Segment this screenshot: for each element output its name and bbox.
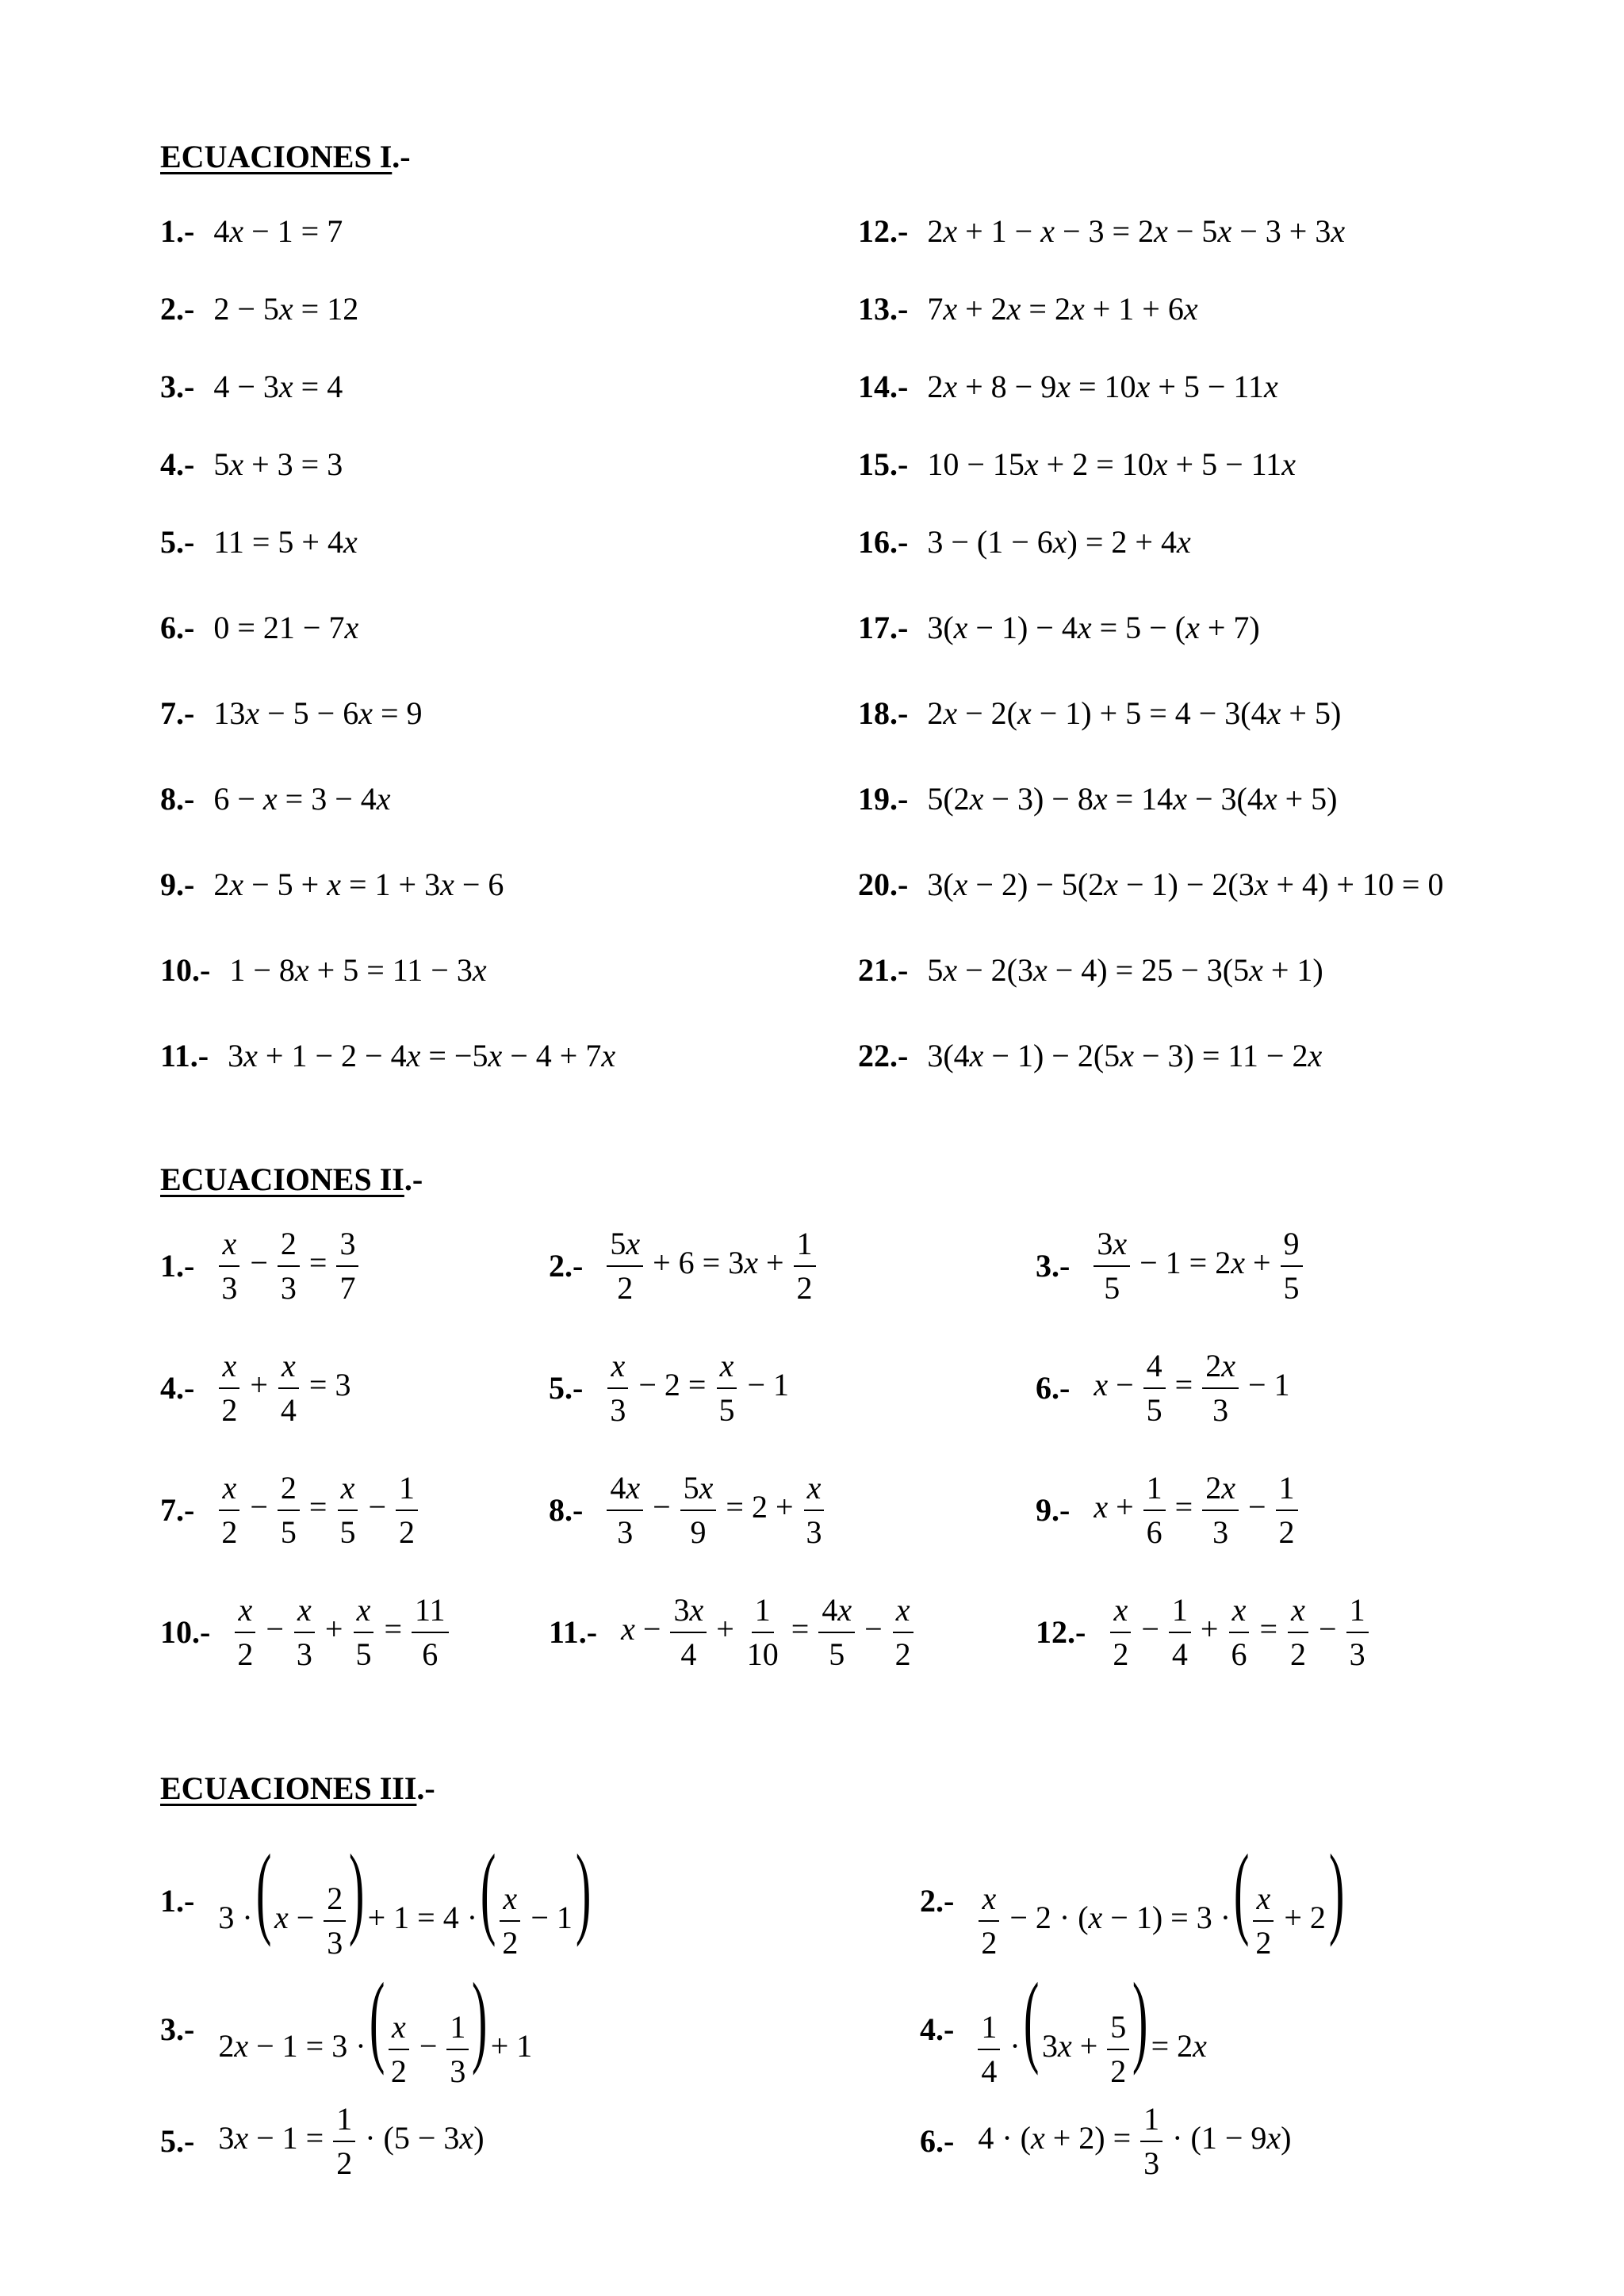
fraction: $\frac{x}{5}$ (715, 1349, 737, 1427)
equation-expression: x − $\frac{4}{5}$ = $\frac{2x}{3}$ − 1 (1094, 1348, 1290, 1428)
equation-III-2 (920, 1834, 1345, 1961)
equation-expression: 2x − 5 + x = 1 + 3x − 6 (213, 867, 504, 902)
equation-number: 7.- (160, 1492, 195, 1528)
fraction: $\frac{2x}{3}$ (1202, 1471, 1239, 1549)
large-parenthesis: ) (349, 1834, 365, 1948)
equation-I-15 (858, 446, 1296, 482)
equation-number: 14.- (858, 369, 909, 404)
large-parenthesis: ) (1328, 1834, 1345, 1948)
equation-expression: $\frac{x}{2}$ − 2 · (x − 1) = 3 ·( $\frac{x}{2}$ + 2) (973, 1843, 1342, 1960)
fraction: $\frac{x}{6}$ (1228, 1594, 1250, 1671)
fraction: $\frac{3x}{4}$ (670, 1594, 707, 1671)
equation-expression: 2x + 8 − 9x = 10x + 5 − 11x (927, 369, 1278, 404)
equation-expression: 3(x − 2) − 5(2x − 1) − 2(3x + 4) + 10 = 0 (927, 867, 1444, 902)
equation-number: 4.- (160, 446, 195, 482)
equation-I-4 (160, 446, 343, 482)
fraction: $\frac{3x}{5}$ (1094, 1227, 1130, 1305)
equation-expression: 5(2x − 3) − 8x = 14x − 3(4x + 5) (927, 781, 1338, 817)
equation-expression: 3x + 1 − 2 − 4x = −5x − 4 + 7x (228, 1038, 616, 1073)
equation-number: 9.- (1036, 1492, 1071, 1528)
equation-expression: 2x + 1 − x − 3 = 2x − 5x − 3 + 3x (927, 213, 1346, 249)
equation-number: 18.- (858, 695, 909, 731)
fraction: $\frac{4}{5}$ (1143, 1349, 1166, 1427)
equation-I-14 (858, 371, 1278, 403)
equation-number: 19.- (858, 781, 909, 817)
fraction: $\frac{1}{3}$ (1140, 2103, 1162, 2180)
equation-number: 12.- (1036, 1614, 1086, 1650)
equation-II-3 (1036, 1227, 1308, 1305)
equation-expression: 10 − 15x + 2 = 10x + 5 − 11x (927, 446, 1296, 482)
equation-I-18 (858, 695, 1342, 731)
equation-expression: $\frac{1}{4}$ ·(3x + $\frac{5}{2}$ )= 2x (973, 1971, 1212, 2088)
fraction: $\frac{x}{2}$ (499, 1882, 521, 1960)
equation-expression: $\frac{x}{2}$ − $\frac{x}{3}$ + $\frac{x}{5}$ = $\frac{11}{6}$ (229, 1594, 453, 1671)
equation-expression: $\frac{x}{3}$ − $\frac{2}{3}$ = $\frac{3}{7}$ (213, 1227, 363, 1305)
fraction: $\frac{x}{3}$ (607, 1349, 629, 1427)
equation-number: 17.- (858, 610, 909, 645)
equation-number: 8.- (160, 781, 195, 817)
fraction: $\frac{11}{6}$ (412, 1594, 449, 1671)
equation-I-17 (858, 612, 1260, 644)
fraction: $\frac{x}{2}$ (218, 1471, 240, 1549)
fraction: $\frac{5x}{9}$ (680, 1471, 717, 1549)
fraction: $\frac{x}{2}$ (1109, 1594, 1132, 1671)
equation-number: 5.- (160, 524, 195, 560)
equation-number: 6.- (160, 610, 195, 645)
equation-number: 7.- (160, 695, 195, 731)
fraction: $\frac{9}{5}$ (1281, 1227, 1303, 1305)
equation-I-13 (858, 293, 1198, 325)
equation-III-3 (160, 1962, 537, 2089)
equation-expression: $\frac{4x}{3}$ − $\frac{5x}{9}$ = 2 + $\frac{x}{3}$ (602, 1471, 829, 1549)
equation-I-9 (160, 869, 504, 901)
fraction: $\frac{x}{2}$ (218, 1349, 240, 1427)
equation-expression: $\frac{3x}{5}$ − 1 = 2x + $\frac{9}{5}$ (1089, 1227, 1307, 1305)
equation-number: 2.- (160, 291, 195, 327)
equation-expression: x + $\frac{1}{6}$ = $\frac{2x}{3}$ − $\frac{1}{2}$ (1089, 1471, 1302, 1549)
equation-number: 15.- (858, 446, 909, 482)
equation-I-20 (858, 869, 1443, 901)
fraction: $\frac{x}{2}$ (978, 1882, 1000, 1960)
fraction: $\frac{2}{3}$ (278, 1227, 300, 1305)
equation-I-6 (160, 612, 358, 644)
equation-expression: 5x + 3 = 3 (213, 446, 343, 482)
equation-II-10 (160, 1594, 454, 1671)
equation-expression: 1 − 8x + 5 = 11 − 3x (229, 952, 487, 988)
equation-I-5 (160, 526, 358, 558)
large-parenthesis: ) (1132, 1962, 1148, 2076)
fraction: $\frac{1}{3}$ (1346, 1594, 1369, 1671)
fraction: $\frac{2x}{3}$ (1202, 1349, 1239, 1427)
large-parenthesis: ( (480, 1834, 496, 1948)
fraction: $\frac{2}{3}$ (324, 1882, 346, 1960)
equation-I-3 (160, 371, 343, 403)
equation-expression: 13x − 5 − 6x = 9 (213, 695, 423, 731)
fraction: $\frac{x}{3}$ (293, 1594, 316, 1671)
equation-number: 10.- (160, 952, 211, 988)
equation-expression: 2x − 2(x − 1) + 5 = 4 − 3(4x + 5) (927, 695, 1342, 731)
equation-expression: 3 ·(x − $\frac{2}{3}$ )+ 1 = 4 ·( $\frac{x}{2}$ − 1) (218, 1834, 592, 1961)
fraction: $\frac{x}{5}$ (352, 1594, 374, 1671)
equation-I-16 (858, 526, 1191, 558)
fraction: $\frac{x}{3}$ (803, 1471, 825, 1549)
fraction: $\frac{1}{3}$ (446, 2011, 469, 2088)
fraction: $\frac{1}{2}$ (396, 1471, 418, 1549)
fraction: $\frac{x}{2}$ (1287, 1594, 1309, 1671)
equation-II-8 (549, 1471, 830, 1549)
equation-I-12 (858, 213, 1346, 249)
equation-number: 3.- (160, 2011, 195, 2047)
fraction: $\frac{x}{3}$ (218, 1227, 240, 1305)
fraction: $\frac{1}{6}$ (1143, 1471, 1166, 1549)
fraction: $\frac{4x}{3}$ (607, 1471, 643, 1549)
fraction: $\frac{5}{2}$ (1107, 2011, 1129, 2088)
equation-I-8 (160, 783, 391, 815)
large-parenthesis: ) (472, 1962, 488, 2076)
fraction: $\frac{1}{10}$ (746, 1592, 779, 1672)
fraction: $\frac{1}{2}$ (333, 2103, 355, 2180)
equation-II-12 (1036, 1594, 1373, 1671)
equation-expression: $\frac{x}{3}$ − 2 = $\frac{x}{5}$ − 1 (602, 1349, 794, 1427)
equation-number: 1.- (160, 213, 195, 249)
equation-II-6 (1036, 1349, 1295, 1427)
equation-expression: 4x − 1 = 7 (213, 213, 343, 249)
equation-number: 22.- (858, 1038, 909, 1073)
equation-I-19 (858, 783, 1338, 815)
section-title-3: ECUACIONES III.- (160, 1770, 435, 1806)
large-parenthesis: ( (255, 1834, 272, 1948)
equation-expression: 2 − 5x = 12 (213, 291, 359, 327)
equation-number: 5.- (549, 1370, 584, 1406)
equation-number: 2.- (920, 1882, 955, 1919)
equation-number: 3.- (1036, 1248, 1071, 1284)
equation-number: 20.- (858, 867, 909, 902)
fraction: $\frac{x}{2}$ (388, 2011, 410, 2088)
fraction: $\frac{x}{5}$ (336, 1471, 358, 1549)
equation-expression: 6 − x = 3 − 4x (213, 781, 391, 817)
fraction: $\frac{2}{5}$ (278, 1471, 300, 1549)
equation-expression: 2x − 1 = 3 ·( $\frac{x}{2}$ − $\frac{1}{3}$ )+ 1 (218, 1962, 533, 2089)
equation-III-6 (920, 2103, 1296, 2180)
equation-I-22 (858, 1040, 1322, 1072)
equation-I-2 (160, 293, 358, 325)
equation-II-7 (160, 1471, 423, 1549)
equation-expression: $\frac{x}{2}$ + $\frac{x}{4}$ = 3 (213, 1349, 355, 1427)
large-parenthesis: ) (575, 1834, 592, 1948)
equation-number: 1.- (160, 1248, 195, 1284)
large-parenthesis: ( (369, 1962, 385, 2076)
equation-expression: 7x + 2x = 2x + 1 + 6x (927, 291, 1198, 327)
fraction: $\frac{1}{2}$ (1276, 1471, 1298, 1549)
equation-number: 12.- (858, 213, 909, 249)
fraction: $\frac{3}{7}$ (336, 1227, 358, 1305)
equation-number: 13.- (858, 291, 909, 327)
equation-II-4 (160, 1349, 355, 1427)
equation-II-1 (160, 1227, 363, 1305)
equation-II-9 (1036, 1471, 1303, 1549)
fraction: $\frac{1}{4}$ (1169, 1594, 1191, 1671)
equation-number: 16.- (858, 524, 909, 560)
equation-number: 8.- (549, 1492, 584, 1528)
large-parenthesis: ( (1023, 1962, 1040, 2076)
equation-number: 2.- (549, 1248, 584, 1284)
equation-number: 6.- (920, 2123, 955, 2159)
equation-expression: 0 = 21 − 7x (213, 610, 359, 645)
equation-number: 6.- (1036, 1370, 1071, 1406)
fraction: $\frac{1}{4}$ (978, 2011, 1000, 2088)
fraction: $\frac{1}{2}$ (794, 1227, 816, 1305)
equation-II-5 (549, 1349, 794, 1427)
equation-I-1 (160, 213, 343, 249)
equation-expression: 5x − 2(3x − 4) = 25 − 3(5x + 1) (927, 952, 1323, 988)
equation-expression: $\frac{x}{2}$ − $\frac{1}{4}$ + $\frac{x}{6}$ = $\frac{x}{2}$ − $\frac{1}{3}$ (1105, 1594, 1373, 1671)
equation-I-11 (160, 1040, 615, 1072)
equation-expression: 4 − 3x = 4 (213, 369, 343, 404)
fraction: $\frac{x}{2}$ (1252, 1882, 1274, 1960)
equation-number: 4.- (160, 1370, 195, 1406)
equation-III-5 (160, 2103, 489, 2180)
fraction: $\frac{x}{2}$ (234, 1594, 256, 1671)
equation-expression: 4 · (x + 2) = $\frac{1}{3}$ · (1 − 9x) (978, 2101, 1292, 2181)
equation-expression: $\frac{x}{2}$ − $\frac{2}{5}$ = $\frac{x}{5}$ − $\frac{1}{2}$ (213, 1471, 423, 1549)
section-title-1: ECUACIONES I.- (160, 139, 411, 174)
equation-expression: 3 − (1 − 6x) = 2 + 4x (927, 524, 1191, 560)
equation-number: 11.- (160, 1038, 209, 1073)
equation-expression: $\frac{5x}{2}$ + 6 = 3x + $\frac{1}{2}$ (602, 1227, 820, 1305)
equation-number: 1.- (160, 1882, 195, 1919)
equation-I-10 (160, 952, 487, 988)
equation-number: 3.- (160, 369, 195, 404)
equation-expression: 3x − 1 = $\frac{1}{2}$ · (5 − 3x) (218, 2101, 485, 2181)
equation-expression: 3(x − 1) − 4x = 5 − (x + 7) (927, 610, 1260, 645)
equation-expression: x − $\frac{3x}{4}$ + $\frac{1}{10}$ = $\frac{4x}{5}$ − $\frac{x}{2}$ (616, 1594, 919, 1671)
equation-number: 21.- (858, 952, 909, 988)
equation-expression: 3(4x − 1) − 2(5x − 3) = 11 − 2x (927, 1038, 1323, 1073)
fraction: $\frac{4x}{5}$ (818, 1594, 855, 1671)
equation-expression: 11 = 5 + 4x (213, 524, 358, 560)
equation-number: 11.- (549, 1614, 598, 1650)
equation-number: 5.- (160, 2123, 195, 2159)
equation-I-7 (160, 695, 423, 731)
fraction: $\frac{x}{4}$ (278, 1349, 300, 1427)
equation-number: 4.- (920, 2011, 955, 2047)
equation-I-21 (858, 952, 1323, 988)
equation-II-11 (549, 1594, 919, 1671)
fraction: $\frac{x}{2}$ (892, 1594, 914, 1671)
equation-number: 9.- (160, 867, 195, 902)
equation-III-1 (160, 1834, 592, 1961)
large-parenthesis: ( (1233, 1834, 1250, 1948)
equation-number: 10.- (160, 1614, 211, 1650)
section-title-2: ECUACIONES II.- (160, 1161, 423, 1197)
equation-III-4 (920, 1962, 1212, 2089)
equation-II-2 (549, 1227, 821, 1305)
fraction: $\frac{5x}{2}$ (607, 1227, 643, 1305)
